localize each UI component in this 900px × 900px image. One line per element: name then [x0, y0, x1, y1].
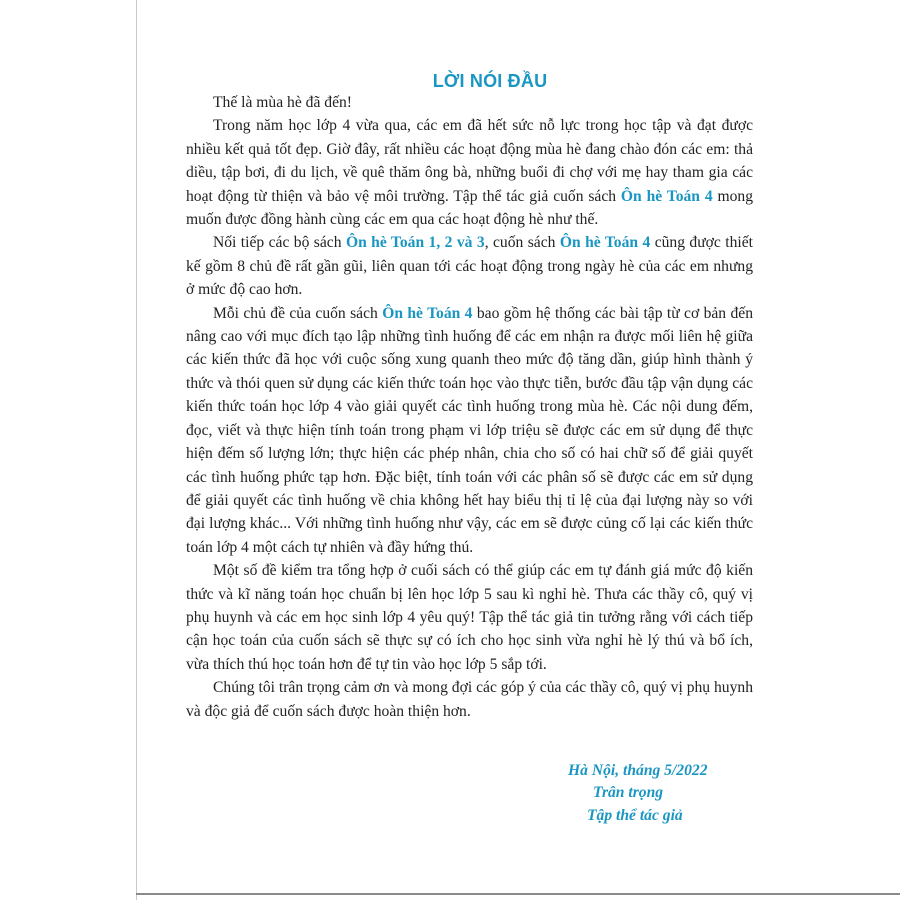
paragraph-2 [186, 114, 753, 231]
preface-body [186, 91, 753, 723]
book-title-highlight: Ôn hè Toán 4 [620, 187, 713, 205]
signature-regards: Trân trọng [593, 784, 664, 801]
book-title-highlight: Ôn hè Toán 4 [382, 304, 473, 322]
paragraph-3-mid: , cuốn sách [484, 234, 560, 252]
paragraph-3-end: cũng được thiết kế gồm 8 chủ đề rất gần gũi, liên quan tới các hoạt động trong ngày hè của các em nhưng ở mức độ cao hơn. [186, 234, 753, 299]
book-title-highlight: Ôn hè Toán 4 [559, 234, 651, 252]
paragraph-6 [186, 676, 753, 723]
paragraph-4 [186, 302, 753, 559]
paragraph-1-text: Thế là mùa hè đã đến! [213, 94, 352, 111]
paragraph-2-text: Trong năm học lớp 4 vừa qua, các em đã hết sức nỗ lực trong học tập và đạt được nhiều kết quả tốt đẹp. Giờ đây, rất nhiều các hoạt động mùa hè đang chào đón các em: thả diều, tập bơi, đi du lịch, về quê thăm ông bà, những buổi đi chợ với mẹ hay tham gia các hoạt động từ thiện và bảo vệ môi trường. Tập thể tác giả cuốn sách [186, 117, 753, 205]
signature-place-date: Hà Nội, tháng 5/2022 [568, 762, 708, 779]
paragraph-6-text: Chúng tôi trân trọng cảm ơn và mong đợi các góp ý của các thầy cô, quý vị phụ huynh và độc giả để cuốn sách được hoàn thiện hơn. [186, 679, 753, 720]
paragraph-5-text: Một số đề kiểm tra tổng hợp ở cuối sách có thể giúp các em tự đánh giá mức độ kiến thức và kĩ năng toán học chuẩn bị lên học lớp 5 sau kì nghỉ hè. Thưa các thầy cô, quý vị phụ huynh và các em học sinh lớp 4 yêu quý! Tập thể tác giả tin tưởng rằng với cách tiếp cận học toán của cuốn sách sẽ thực sự có ích cho học sinh vừa nghỉ hè lý thú và bổ ích, vừa thích thú học toán hơn để tự tin vào học lớp 5 sắp tới. [186, 562, 753, 673]
paragraph-3 [186, 231, 753, 301]
paragraph-3-text: Nối tiếp các bộ sách [213, 234, 346, 252]
paragraph-4-text: Mỗi chủ đề của cuốn sách [213, 304, 383, 322]
paragraph-5 [186, 559, 753, 676]
paragraph-4-end: bao gồm hệ thống các bài tập từ cơ bản đến nâng cao với mục đích tạo lập những tình huống để các em nhận ra được mối liên hệ giữa các kiến thức đã học với cuộc sống xung quanh theo mức độ tăng dần, giúp hình thành ý thức và thói quen sử dụng các kiến thức toán học vào thực tiễn, bước đầu tập vận dụng các kiến thức toán học lớp 4 vào giải quyết các tình huống trong mùa hè. Các nội dung đếm, đọc, viết và thực hiện tính toán trong phạm vi lớp triệu sẽ được các em sử dụng để thực hiện đếm số lượng lớn; thực hiện các phép nhân, chia cho số có hai chữ số để giải quyết các tình huống phức tạp hơn. Đặc biệt, tính toán với các phân số sẽ được các em sử dụng để giải quyết các tình huống về chia không hết hay biểu thị tỉ lệ của đại lượng này so với đại lượng khác... Với những tình huống như vậy, các em sẽ được củng cố lại các kiến thức toán lớp 4 một cách tự nhiên và đầy hứng thú. [186, 304, 754, 556]
signature-authors: Tập thể tác giả [587, 807, 683, 824]
page-bottom-edge [136, 893, 900, 895]
paragraph-1 [186, 91, 753, 114]
page-left-edge [136, 0, 137, 900]
paragraph-2-end: mong muốn được đồng hành cùng các em qua các hoạt động hè như thế. [186, 187, 753, 229]
page-title: LỜI NÓI ĐẦU [432, 71, 548, 91]
series-title-highlight: Ôn hè Toán 1, 2 và 3 [345, 234, 485, 252]
